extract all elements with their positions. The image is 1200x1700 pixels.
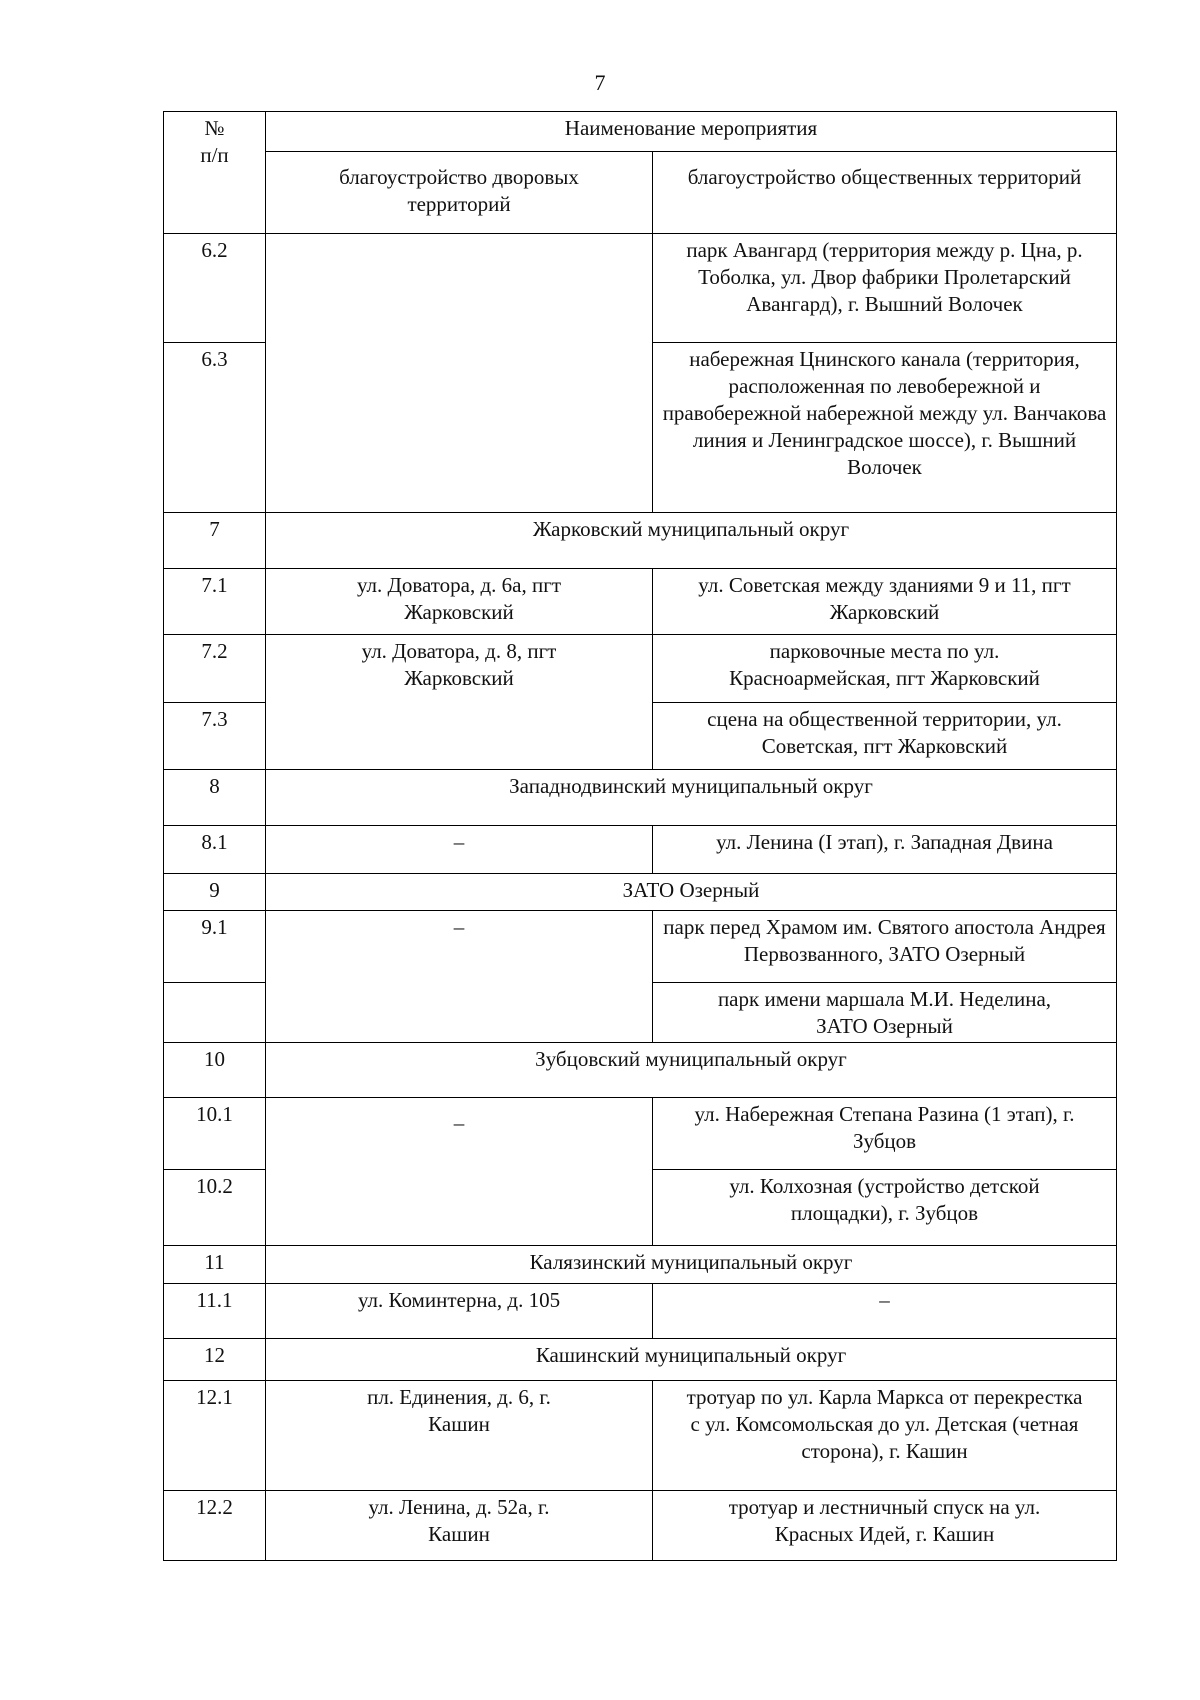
- public-cell: ул. Советская между зданиями 9 и 11, пгт Жарковский: [653, 569, 1117, 635]
- row-number: 6.2: [164, 234, 266, 343]
- table-row: [164, 635, 1117, 703]
- header-yard: благоустройство дворовых территорий: [266, 152, 653, 234]
- section-row: [164, 874, 1117, 911]
- yard-cell: [266, 234, 653, 513]
- section-number: 9: [164, 874, 266, 911]
- table-row: [164, 1284, 1117, 1339]
- table-row: [164, 569, 1117, 635]
- row-number: 7.2: [164, 635, 266, 703]
- yard-cell: –: [266, 826, 653, 874]
- section-row: [164, 1339, 1117, 1381]
- section-title: Калязинский муниципальный округ: [266, 1246, 1117, 1284]
- public-cell: ул. Набережная Степана Разина (1 этап), г. Зубцов: [653, 1098, 1117, 1170]
- row-number: 10.2: [164, 1170, 266, 1246]
- public-cell: сцена на общественной территории, ул. Советская, пгт Жарковский: [653, 703, 1117, 770]
- row-number: 9.1: [164, 911, 266, 983]
- section-row: [164, 513, 1117, 569]
- public-cell: парк имени маршала М.И. Неделина, ЗАТО Озерный: [653, 983, 1117, 1043]
- public-cell: парк перед Храмом им. Святого апостола Андрея Первозванного, ЗАТО Озерный: [653, 911, 1117, 983]
- section-number: 11: [164, 1246, 266, 1284]
- section-title: Зубцовский муниципальный округ: [266, 1043, 1117, 1098]
- public-cell: парковочные места по ул. Красноармейская, пгт Жарковский: [653, 635, 1117, 703]
- table-header-row: [164, 112, 1117, 152]
- yard-cell: –: [266, 911, 653, 1043]
- header-event-name: Наименование мероприятия: [266, 112, 1117, 152]
- events-table: [163, 111, 1117, 1561]
- row-number: [164, 983, 266, 1043]
- page-number: 7: [594, 70, 606, 95]
- yard-cell: –: [266, 1098, 653, 1246]
- section-number: 8: [164, 770, 266, 826]
- table-subheader-row: [164, 152, 1117, 234]
- yard-cell: пл. Единения, д. 6, г. Кашин: [266, 1381, 653, 1491]
- section-row: [164, 770, 1117, 826]
- public-cell: ул. Ленина (I этап), г. Западная Двина: [653, 826, 1117, 874]
- public-cell: –: [653, 1284, 1117, 1339]
- row-number: 8.1: [164, 826, 266, 874]
- table-row: [164, 234, 1117, 343]
- row-number: 10.1: [164, 1098, 266, 1170]
- table-row: [164, 1491, 1117, 1561]
- public-cell: ул. Колхозная (устройство детской площадки), г. Зубцов: [653, 1170, 1117, 1246]
- public-cell: тротуар и лестничный спуск на ул. Красных Идей, г. Кашин: [653, 1491, 1117, 1561]
- public-cell: парк Авангард (территория между р. Цна, р. Тоболка, ул. Двор фабрики Пролетарский Авангард), г. Вышний Волочек: [653, 234, 1117, 343]
- row-number: 11.1: [164, 1284, 266, 1339]
- table-row: [164, 1098, 1117, 1170]
- yard-cell: ул. Доватора, д. 8, пгт Жарковский: [266, 635, 653, 770]
- section-title: ЗАТО Озерный: [266, 874, 1117, 911]
- row-number: 12.2: [164, 1491, 266, 1561]
- yard-cell: ул. Ленина, д. 52а, г. Кашин: [266, 1491, 653, 1561]
- section-number: 10: [164, 1043, 266, 1098]
- public-cell: тротуар по ул. Карла Маркса от перекрестка с ул. Комсомольская до ул. Детская (четная сторона), г. Кашин: [653, 1381, 1117, 1491]
- section-row: [164, 1246, 1117, 1284]
- table-row: [164, 1381, 1117, 1491]
- yard-cell: ул. Доватора, д. 6а, пгт Жарковский: [266, 569, 653, 635]
- row-number: 7.1: [164, 569, 266, 635]
- row-number: 6.3: [164, 343, 266, 513]
- section-number: 12: [164, 1339, 266, 1381]
- header-public: благоустройство общественных территорий: [653, 152, 1117, 234]
- section-number: 7: [164, 513, 266, 569]
- row-number: 7.3: [164, 703, 266, 770]
- table-row: [164, 826, 1117, 874]
- public-cell: набережная Цнинского канала (территория, расположенная по левобережной и правобережной набережной между ул. Ванчакова линия и Ленинградское шоссе), г. Вышний Волочек: [653, 343, 1117, 513]
- section-title: Жарковский муниципальный округ: [266, 513, 1117, 569]
- table-row: [164, 911, 1117, 983]
- section-title: Западнодвинский муниципальный округ: [266, 770, 1117, 826]
- yard-cell: ул. Коминтерна, д. 105: [266, 1284, 653, 1339]
- section-title: Кашинский муниципальный округ: [266, 1339, 1117, 1381]
- header-number: № п/п: [164, 112, 266, 234]
- section-row: [164, 1043, 1117, 1098]
- row-number: 12.1: [164, 1381, 266, 1491]
